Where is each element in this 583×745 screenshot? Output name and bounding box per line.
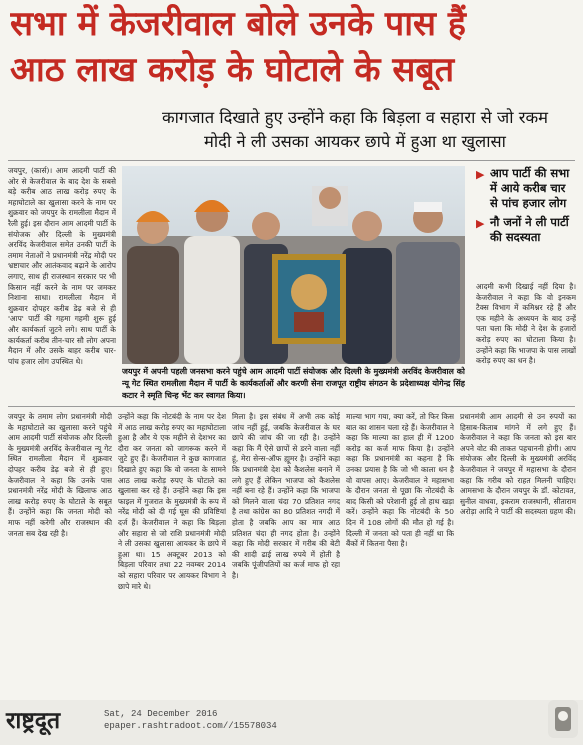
footer-bar — [0, 700, 583, 745]
article-paragraph: उन्होंने कहा कि नोटबंदी के नाम पर देश में आठ लाख करोड़ रुपए का महाघोटाला हुआ है और ये एक महीने से देशभर का दौरा कर जनता को जागरूक करने में जुटे हुए हैं। केजरीवाल ने कुछ कागजात दिखाते हुए कहा कि वो जनता के सामने आठ लाख करोड़ रुपए के घोटाले का खुलासा कर रहे हैं। उन्होंने कहा कि इस फाइल में गुजरात के मुख्यमंत्री के रूप में नरेंद्र मोदी को दी गई घूस की प्रविष्टियां दर्ज हैं। केजरीवाल ने कहा कि बिड़ला और सहारा से जो राशि प्रधानमंत्री मोदी ने ली उसका खुलासा आयकर के छापे में हुआ था। 15 अक्टूबर 2013 को बिड़ला परिवार तथा 22 नवम्बर 2014 को सहारा परिवार पर आयकर विभाग ने छापे मारे थे। — [118, 412, 226, 591]
subheadline-line-2: मोदी ने ली उसका आयकर छापे में हुआ था खुलासा — [204, 132, 506, 151]
epaper-url[interactable]: epaper.rashtradoot.com//15578034 — [104, 721, 277, 731]
article-paragraph: आदमी कभी दिखाई नहीं दिया है। केजरीवाल ने कहा कि वो इनकम टैक्स विभाग में कमिश्नर रहे हैं और एक महीने के अध्ययन के बाद उन्हें पता चला कि मोदी ने देश के हजारों करोड़ रुपए का घोटाला किया है। उन्होंने कहा कि भाजपा के पास लाखों करोड़ रुपए का धन है। — [476, 282, 576, 366]
event-photo — [122, 166, 465, 364]
article-column-1-top — [8, 166, 116, 406]
article-paragraph: जयपुर, (कार्स)। आम आदमी पार्टी की ओर से केजरीवाल के बाद देश के सबसे बड़े करीब आठ लाख करोड़ रुपए के महाघोटाले का खुलासा करने के नाम पर शुक्रवार को जयपुर के रामलीला मैदान में रैली हुई। इस दौरान आम आदमी पार्टी के संयोजक और दिल्ली के मुख्यमंत्री अरविंद केजरीवाल समेत उनकी पार्टी के तमाम नेताओं ने प्रधानमंत्री नरेंद्र मोदी पर भ्रष्टाचार और आतंकवाद बढ़ाने के आरोप लगाए, साथ ही राजस्थान सरकार पर भी किसान नहीं करने के नाम पर जमकर निशाना साधा। रामलीला मैदान में शुक्रवार दोपहर करीब डेढ़ बजे से ही 'आप' पार्टी की गहमा गहमी शुरू हुई और कार्यकर्ता जुटने लगे। साथ पार्टी के कार्यकर्ता करीब तीन-चार सौ लोग अपना मैदान में और उसके बाहर करीब चार-पांच हजार लोग उपस्थित थे। — [8, 166, 116, 366]
article-column-1 — [8, 412, 112, 696]
issue-date: Sat, 24 December 2016 — [104, 709, 218, 719]
article-column-4 — [346, 412, 454, 696]
article-paragraph: प्रधानमंत्री आम आदमी से उन रुपयों का हिसाब-किताब मांगने में लगे हुए हैं। केजरीवाल ने कहा कि जनता को इस बार अपने वोट की ताकत पहचाननी होगी। आप संयोजक और दिल्ली के मुख्यमंत्री अरविंद केजरीवाल ने जयपुर में महासभा के दौरान कहा कि गरीब को राहत मिलनी चाहिए। आमसभा के दौरान जयपुर के डॉ. कोटावत, सुनील वाधवा, इकराम राजस्थानी, सीताराम अरोड़ा आदि ने पार्टी की सदस्यता ग्रहण की। — [460, 412, 576, 517]
arrow-right-icon: ▶ — [476, 168, 485, 181]
badge-emblem-icon — [552, 705, 574, 733]
article-column-5 — [460, 412, 576, 696]
section-divider — [8, 406, 575, 407]
highlights-box — [476, 166, 576, 276]
article-column-5-top — [476, 282, 576, 400]
headline-line-2: आठ लाख करोड़ के घोटाले के सबूत — [10, 50, 455, 90]
article-paragraph: मिला है। इस संबंध में अभी तक कोई जांच नहीं हुई, जबकि केजरीवाल के घर छापे की जांच की जा रही है। उन्होंने कहा कि मैं ऐसे छापों से डरने वाला नहीं हूं, मेरा सेन्स-ऑफ ह्यूमर है। उन्होंने कहा कि प्रधानमंत्री देश को कैशलेस बनाने में लगे हुए हैं लेकिन भाजपा को कैशलेस नहीं बना रहे हैं। उन्होंने कहा कि भाजपा को मिलने वाला चंदा 70 प्रतिशत नगद है तथा कांग्रेस का 80 प्रतिशत नगदी में होता है जबकि आप का मात्र आठ प्रतिशत चंदा ही नगद होता है। उन्होंने कहा कि मोदी सरकार में गरीब की बेटी की शादी ढाई लाख रुपये में होती है जबकि पूंजीपतियों का कर्ज माफ हो रहा है। — [232, 412, 340, 580]
article-column-3 — [232, 412, 340, 696]
photo-illustration — [122, 166, 465, 364]
headline-line-1: सभा में केजरीवाल बोले उनके पास हैं — [10, 4, 466, 44]
header-divider — [8, 160, 575, 161]
arrow-right-icon: ▶ — [476, 217, 485, 230]
highlight-text: आप पार्टी की सभा में आये करीब चार से पांच हजार लोग — [490, 166, 570, 210]
highlight-item — [476, 215, 576, 245]
subheadline-line-1: कागजात दिखाते हुए उन्होंने कहा कि बिड़ला व सहारा से जो रकम — [161, 108, 549, 127]
highlight-text: नौ जनों ने ली पार्टी की सदस्यता — [490, 215, 569, 244]
publisher-badge-icon — [548, 700, 578, 738]
highlight-item — [476, 166, 576, 211]
photo-caption: जयपुर में अपनी पहली जनसभा करने पहुंचे आम आदमी पार्टी संयोजक और दिल्ली के मुख्यमंत्री अरविंद केजरीवाल को न्यू गेट स्थित रामलीला मैदान में पार्टी के कार्यकर्ताओं और करणी सेना राजपूत राष्ट्रीय संगठन के प्रदेशाध्यक्ष योगेन्द्र सिंह कटार ने स्मृति चिन्ह भेंट कर स्वागत किया। — [122, 367, 465, 400]
article-column-2 — [118, 412, 226, 696]
footer-dateline — [104, 708, 277, 732]
newspaper-logo: राष्ट्रदूत — [6, 707, 61, 734]
article-paragraph: माल्या भाग गया, क्या करें, तो फिर किस बात का शासन चला रहे हैं। केजरीवाल ने कहा कि माल्या का हाल ही में 1200 करोड़ का कर्ज माफ किया है। उन्होंने कहा कि प्रधानमंत्री का कहना है कि उनका प्रयास है कि जो भी काला धन है वो वापस आए। केजरीवाल ने महासभा के दौरान जनता से पूछा कि नोटबंदी के बाद किसी को परेशानी हुई तो हाथ खड़ा करें। उन्होंने कहा कि नोटबंदी के 50 दिन में 108 लोगों की मौत हो गई है। दिल्ली में जनता को पता ही नहीं था कि बैंकों में कितना पैसा है। — [346, 412, 454, 549]
article-paragraph: जयपुर के तमाम लोग प्रधानमंत्री मोदी के महाघोटाले का खुलासा करने पहुंचे आम आदमी पार्टी संयोजक और दिल्ली के मुख्यमंत्री अरविंद केजरीवाल न्यू गेट स्थित रामलीला मैदान में शुक्रवार दोपहर करीब डेढ़ बजे से ही हुए। केजरीवाल ने कहा कि उनके पास प्रधानमंत्री नरेंद्र मोदी के खिलाफ आठ लाख करोड़ रुपए के घोटाले के सबूत हैं। उन्होंने कहा कि जनता मोदी को माफ नहीं करेगी और राजस्थान की जनता सब देख रही है। — [8, 412, 112, 538]
